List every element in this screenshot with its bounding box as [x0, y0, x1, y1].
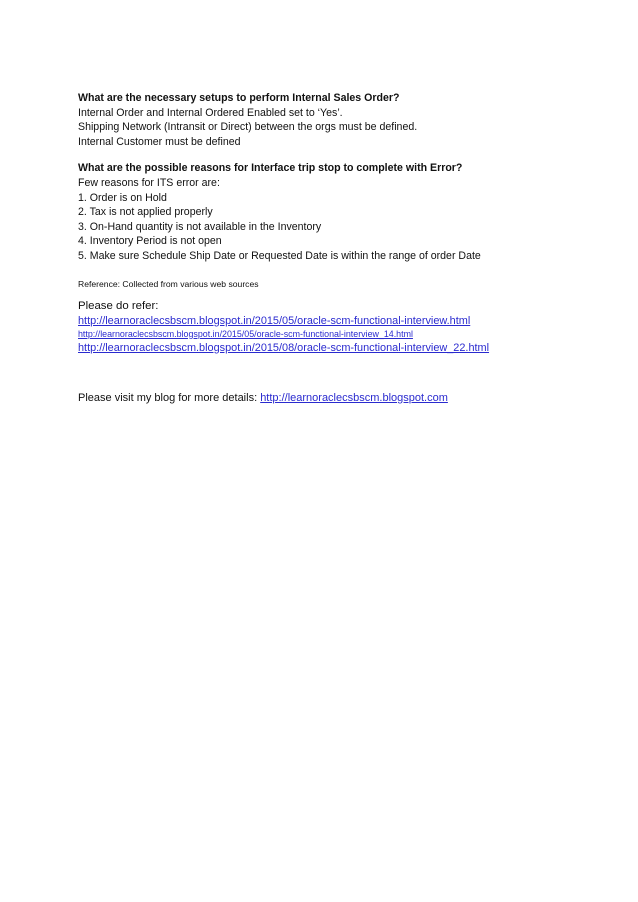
spacer [78, 264, 598, 274]
question-internal-sales-order: What are the necessary setups to perform Internal Sales Order? [78, 92, 400, 104]
answer-intro: Few reasons for ITS error are: [78, 176, 220, 189]
refer-link-1[interactable]: http://learnoraclecsbscm.blogspot.in/2015/05/oracle-scm-functional-interview.html [78, 314, 471, 327]
refer-link-row [78, 341, 598, 355]
list-item: 5. Make sure Schedule Ship Date or Requested Date is within the range of order Date [78, 249, 481, 262]
refer-link-row [78, 328, 598, 341]
reference-note: Reference: Collected from various web sources [78, 278, 259, 289]
refer-heading: Please do refer: [78, 299, 159, 312]
document-page [78, 91, 598, 406]
answer-line: Internal Order and Internal Ordered Enabled set to ‘Yes’. [78, 106, 343, 119]
spacer [78, 355, 598, 391]
blog-visit-text: Please visit my blog for more details: [78, 391, 261, 404]
question-interface-trip-stop: What are the possible reasons for Interface trip stop to complete with Error? [78, 162, 463, 175]
blog-visit-line [78, 391, 598, 406]
refer-link-row [78, 314, 598, 328]
spacer [78, 149, 598, 161]
list-item: 3. On-Hand quantity is not available in the Inventory [78, 220, 322, 233]
answer-line: Shipping Network (Intransit or Direct) between the orgs must be defined. [78, 121, 418, 134]
list-item: 2. Tax is not applied properly [78, 206, 213, 219]
list-item: 1. Order is on Hold [78, 191, 167, 204]
answer-line: Internal Customer must be defined [78, 135, 241, 148]
list-item: 4. Inventory Period is not open [78, 235, 222, 248]
refer-link-2[interactable]: http://learnoraclecsbscm.blogspot.in/2015/05/oracle-scm-functional-interview_14.html [78, 328, 413, 339]
refer-link-3[interactable]: http://learnoraclecsbscm.blogspot.in/2015/08/oracle-scm-functional-interview_22.html [78, 341, 490, 354]
blog-link[interactable]: http://learnoraclecsbscm.blogspot.com [260, 391, 448, 404]
